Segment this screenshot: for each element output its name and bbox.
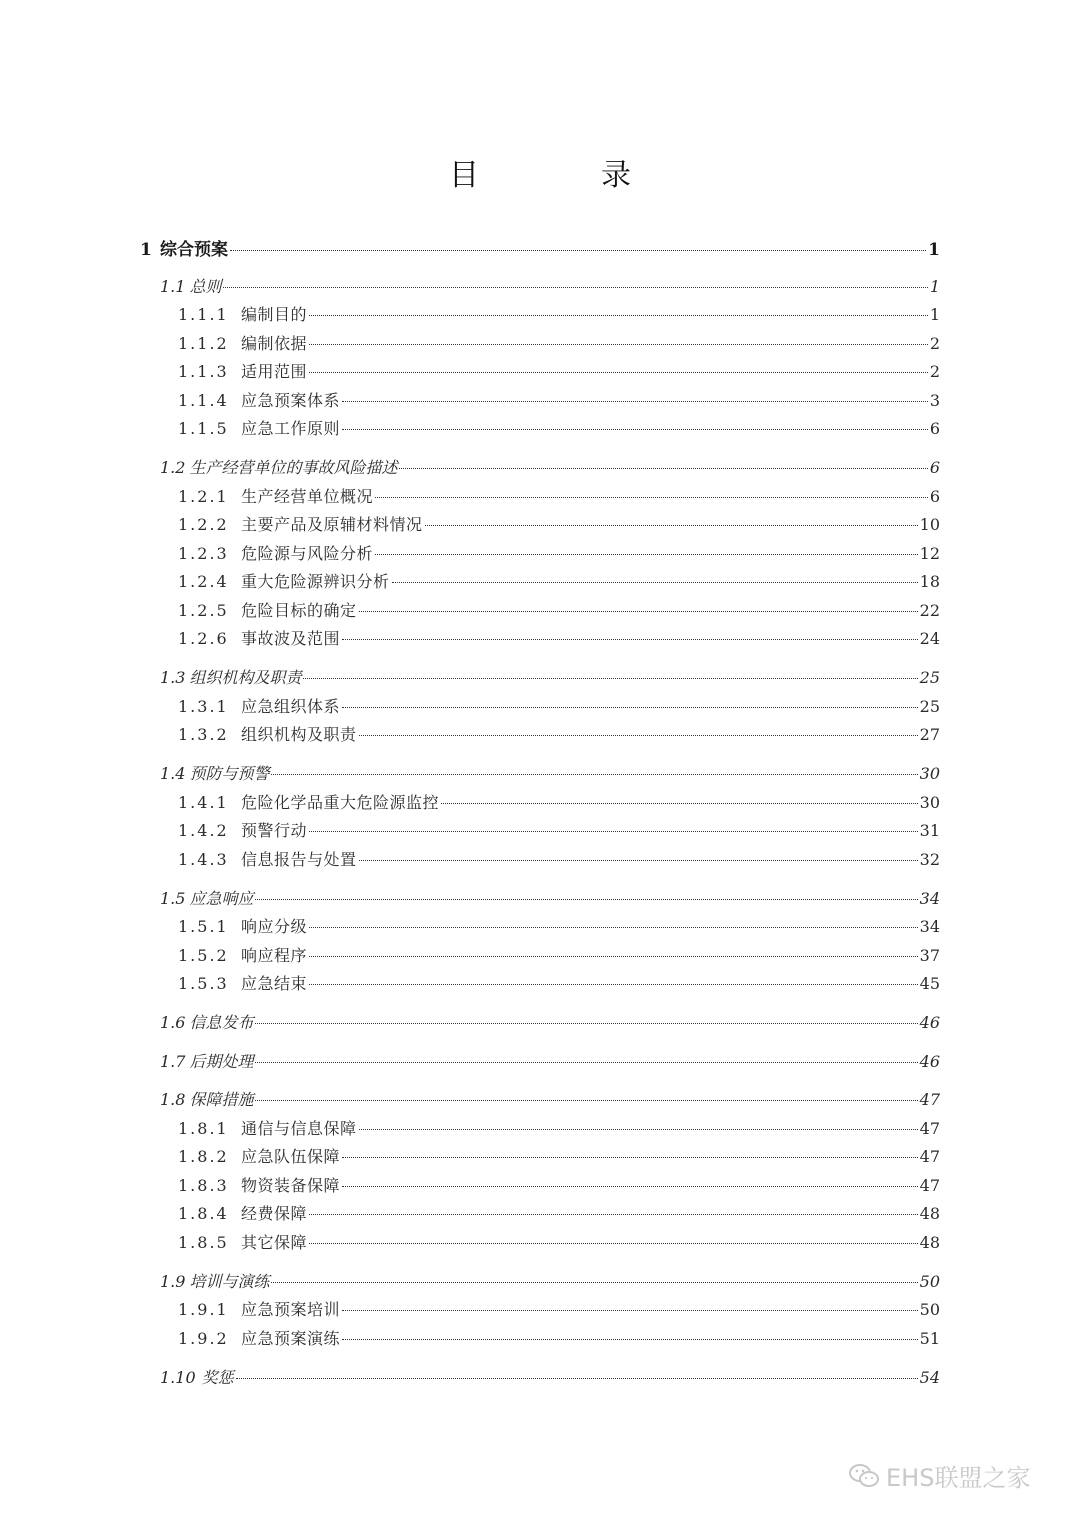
toc-label: 综合预案 xyxy=(160,240,228,260)
toc-page-number: 37 xyxy=(919,945,940,965)
toc-number: 1.9.2 xyxy=(178,1328,229,1348)
toc-leader-dots xyxy=(359,1129,918,1130)
toc-number: 1 xyxy=(140,240,152,260)
toc-label: 生产经营单位概况 xyxy=(241,486,374,506)
toc-chapter[interactable] xyxy=(140,235,940,260)
toc-section[interactable] xyxy=(160,274,940,297)
toc-page-number: 47 xyxy=(919,1090,940,1109)
toc-subsection[interactable] xyxy=(178,598,940,621)
toc-subsection[interactable] xyxy=(178,626,940,649)
toc-label: 经费保障 xyxy=(241,1204,308,1223)
toc-label: 物资装备保障 xyxy=(241,1175,341,1195)
toc-leader-dots xyxy=(309,831,918,832)
toc-leader-dots xyxy=(271,1282,917,1283)
toc-section[interactable] xyxy=(160,1269,940,1292)
toc-leader-dots xyxy=(309,1214,918,1215)
toc-page-number: 6 xyxy=(929,458,940,477)
toc-subsection[interactable] xyxy=(178,847,940,870)
toc-leader-dots xyxy=(342,1157,918,1158)
toc-section[interactable] xyxy=(160,1365,940,1388)
toc-number: 1.1.2 xyxy=(178,333,229,353)
toc-label: 奖惩 xyxy=(201,1367,234,1387)
toc-page-number: 1 xyxy=(929,305,940,324)
watermark xyxy=(848,1458,1030,1493)
toc-page-number: 2 xyxy=(929,333,940,353)
toc-number: 1.7 xyxy=(160,1051,186,1071)
toc-label: 组织机构及职责 xyxy=(189,668,302,687)
toc-page-number: 1 xyxy=(928,240,940,260)
toc-leader-dots xyxy=(255,899,917,900)
toc-page-number: 32 xyxy=(919,849,940,869)
toc-label: 保障措施 xyxy=(189,1090,254,1109)
toc-subsection[interactable] xyxy=(178,302,940,325)
toc-page-number: 25 xyxy=(919,668,940,687)
toc-leader-dots xyxy=(342,639,918,640)
toc-number: 1.4 xyxy=(160,764,186,783)
page-title: 目 录 xyxy=(449,158,677,193)
toc-label: 主要产品及原辅材料情况 xyxy=(241,515,423,534)
toc-number: 1.8.4 xyxy=(178,1204,229,1223)
toc-number: 1.5.2 xyxy=(178,945,229,965)
toc-page-number: 34 xyxy=(919,888,940,908)
toc-label: 适用范围 xyxy=(241,362,308,381)
toc-label: 事故波及范围 xyxy=(241,629,341,648)
toc-page-number: 50 xyxy=(919,1271,940,1291)
toc-page-number: 54 xyxy=(919,1367,940,1387)
toc-page-number: 22 xyxy=(919,600,940,620)
toc-number: 1.9 xyxy=(160,1271,186,1291)
toc-number: 1.1.1 xyxy=(178,305,229,324)
toc-page-number: 2 xyxy=(929,362,940,381)
toc-label: 信息报告与处置 xyxy=(241,849,357,869)
toc-label: 应急工作原则 xyxy=(241,419,341,438)
toc-page-number: 24 xyxy=(919,629,940,648)
toc-leader-dots xyxy=(309,315,928,316)
toc-label: 预警行动 xyxy=(241,821,308,840)
toc-section[interactable] xyxy=(160,761,940,784)
toc-number: 1.1.3 xyxy=(178,362,229,381)
toc-label: 生产经营单位的事故风险描述 xyxy=(189,458,398,477)
toc-page-number: 30 xyxy=(919,792,940,812)
toc-leader-dots xyxy=(425,525,918,526)
toc-label: 应急预案体系 xyxy=(241,390,341,410)
toc-subsection[interactable] xyxy=(178,541,940,564)
toc-subsection[interactable] xyxy=(178,388,940,411)
toc-number: 1.2.2 xyxy=(178,515,229,534)
toc-leader-dots xyxy=(342,707,918,708)
wechat-icon xyxy=(848,1462,880,1490)
toc-subsection[interactable] xyxy=(178,331,940,354)
toc-page-number: 30 xyxy=(919,764,940,783)
toc-number: 1.1.4 xyxy=(178,390,229,410)
toc-leader-dots xyxy=(342,401,928,402)
toc-page-number: 31 xyxy=(919,821,940,840)
toc-page-number: 45 xyxy=(919,974,940,993)
toc-number: 1.8.5 xyxy=(178,1232,229,1252)
toc-leader-dots xyxy=(359,735,918,736)
toc-leader-dots xyxy=(399,468,927,469)
toc-leader-dots xyxy=(359,860,918,861)
toc-subsection[interactable] xyxy=(178,1116,940,1139)
toc-label: 响应程序 xyxy=(241,945,308,965)
toc-leader-dots xyxy=(309,344,928,345)
toc-page-number: 3 xyxy=(929,390,940,410)
toc-number: 1.8 xyxy=(160,1090,186,1109)
toc-page-number: 27 xyxy=(919,725,940,744)
toc-section[interactable] xyxy=(160,1049,940,1072)
toc-leader-dots xyxy=(271,774,917,775)
toc-label: 响应分级 xyxy=(241,917,308,936)
toc-number: 1.6 xyxy=(160,1013,186,1032)
toc-number: 1.8.2 xyxy=(178,1147,229,1166)
toc-subsection[interactable] xyxy=(178,1326,940,1349)
toc-page-number: 48 xyxy=(919,1204,940,1223)
toc-subsection[interactable] xyxy=(178,971,940,994)
toc-subsection[interactable] xyxy=(178,1173,940,1196)
toc-label: 危险化学品重大危险源监控 xyxy=(241,792,440,812)
toc-label: 应急组织体系 xyxy=(241,696,341,716)
toc-leader-dots xyxy=(309,927,918,928)
toc-page-number: 50 xyxy=(919,1300,940,1319)
toc-label: 应急预案演练 xyxy=(241,1328,341,1348)
toc-number: 1.2.6 xyxy=(178,629,229,648)
toc-page-number: 34 xyxy=(919,917,940,936)
toc-page-number: 6 xyxy=(929,486,940,506)
toc-leader-dots xyxy=(342,1310,918,1311)
toc-subsection[interactable] xyxy=(178,1297,940,1320)
toc-leader-dots xyxy=(359,611,918,612)
toc-page-number: 25 xyxy=(919,696,940,716)
toc-subsection[interactable] xyxy=(178,484,940,507)
toc-section[interactable] xyxy=(160,455,940,478)
toc-label: 应急响应 xyxy=(189,888,254,908)
toc-leader-dots xyxy=(342,1186,918,1187)
toc-number: 1.2 xyxy=(160,458,186,477)
toc-page-number: 18 xyxy=(919,572,940,591)
toc-page-number: 48 xyxy=(919,1232,940,1252)
toc-label: 编制目的 xyxy=(241,305,308,324)
toc-number: 1.4.3 xyxy=(178,849,229,869)
toc-section[interactable] xyxy=(160,1087,940,1110)
toc-leader-dots xyxy=(375,554,918,555)
toc-subsection[interactable] xyxy=(178,694,940,717)
toc-label: 应急结束 xyxy=(241,974,308,993)
toc-label: 培训与演练 xyxy=(189,1271,270,1291)
toc-subsection[interactable] xyxy=(178,914,940,937)
toc-subsection[interactable] xyxy=(178,790,940,813)
toc-subsection[interactable] xyxy=(178,1230,940,1253)
toc-subsection[interactable] xyxy=(178,818,940,841)
toc-subsection[interactable] xyxy=(178,359,940,382)
toc-leader-dots xyxy=(392,582,918,583)
toc-subsection[interactable] xyxy=(178,512,940,535)
toc-number: 1.2.1 xyxy=(178,486,229,506)
toc-page-number: 47 xyxy=(919,1175,940,1195)
toc-number: 1.5.1 xyxy=(178,917,229,936)
toc-page-number: 51 xyxy=(919,1328,940,1348)
toc-leader-dots xyxy=(309,956,918,957)
toc-label: 重大危险源辨识分析 xyxy=(241,572,390,591)
toc-subsection[interactable] xyxy=(178,1144,940,1167)
toc-subsection[interactable] xyxy=(178,943,940,966)
toc-number: 1.4.1 xyxy=(178,792,229,812)
toc-page-number: 46 xyxy=(919,1013,940,1032)
watermark-text: EHS联盟之家 xyxy=(886,1464,1031,1492)
toc-number: 1.9.1 xyxy=(178,1300,229,1319)
toc-leader-dots xyxy=(441,803,918,804)
toc-number: 1.1 xyxy=(160,276,186,296)
toc-page-number: 6 xyxy=(929,419,940,438)
toc-page-number: 10 xyxy=(919,515,940,534)
toc-page-number: 1 xyxy=(929,276,940,296)
toc-subsection[interactable] xyxy=(178,722,940,745)
toc-label: 危险源与风险分析 xyxy=(241,543,374,563)
toc-leader-dots xyxy=(303,678,917,679)
toc-number: 1.2.5 xyxy=(178,600,229,620)
toc-section[interactable] xyxy=(160,665,940,688)
toc-leader-dots xyxy=(255,1023,917,1024)
toc-section[interactable] xyxy=(160,886,940,909)
toc-number: 1.1.5 xyxy=(178,419,229,438)
toc-section[interactable] xyxy=(160,1010,940,1033)
toc-leader-dots xyxy=(230,250,926,251)
toc-label: 信息发布 xyxy=(189,1013,254,1032)
toc-leader-dots xyxy=(255,1062,917,1063)
toc-number: 1.8.3 xyxy=(178,1175,229,1195)
toc-leader-dots xyxy=(223,287,927,288)
toc-label: 其它保障 xyxy=(241,1232,308,1252)
toc-leader-dots xyxy=(342,1339,918,1340)
toc-label: 总则 xyxy=(189,276,222,296)
toc-number: 1.5 xyxy=(160,888,186,908)
toc-number: 1.8.1 xyxy=(178,1118,229,1138)
toc-label: 组织机构及职责 xyxy=(241,725,357,744)
toc-number: 1.3.1 xyxy=(178,696,229,716)
toc-label: 后期处理 xyxy=(189,1051,254,1071)
toc-leader-dots xyxy=(309,372,928,373)
toc-number: 1.5.3 xyxy=(178,974,229,993)
toc-leader-dots xyxy=(236,1378,918,1379)
toc-number: 1.4.2 xyxy=(178,821,229,840)
toc-subsection[interactable] xyxy=(178,416,940,439)
toc-label: 通信与信息保障 xyxy=(241,1118,357,1138)
toc-label: 预防与预警 xyxy=(189,764,270,783)
toc-leader-dots xyxy=(342,429,928,430)
toc-number: 1.10 xyxy=(160,1367,196,1387)
toc-page-number: 47 xyxy=(919,1118,940,1138)
toc-label: 编制依据 xyxy=(241,333,308,353)
toc-page-number: 47 xyxy=(919,1147,940,1166)
toc-subsection[interactable] xyxy=(178,1201,940,1224)
toc-label: 应急预案培训 xyxy=(241,1300,341,1319)
toc-label: 应急队伍保障 xyxy=(241,1147,341,1166)
toc-leader-dots xyxy=(309,1243,918,1244)
toc-leader-dots xyxy=(255,1100,917,1101)
toc-subsection[interactable] xyxy=(178,569,940,592)
toc-number: 1.2.3 xyxy=(178,543,229,563)
toc-page-number: 46 xyxy=(919,1051,940,1071)
toc-label: 危险目标的确定 xyxy=(241,600,357,620)
toc-number: 1.3 xyxy=(160,668,186,687)
toc-page-number: 12 xyxy=(919,543,940,563)
toc-number: 1.2.4 xyxy=(178,572,229,591)
toc-leader-dots xyxy=(309,984,918,985)
toc-leader-dots xyxy=(375,497,928,498)
toc-number: 1.3.2 xyxy=(178,725,229,744)
